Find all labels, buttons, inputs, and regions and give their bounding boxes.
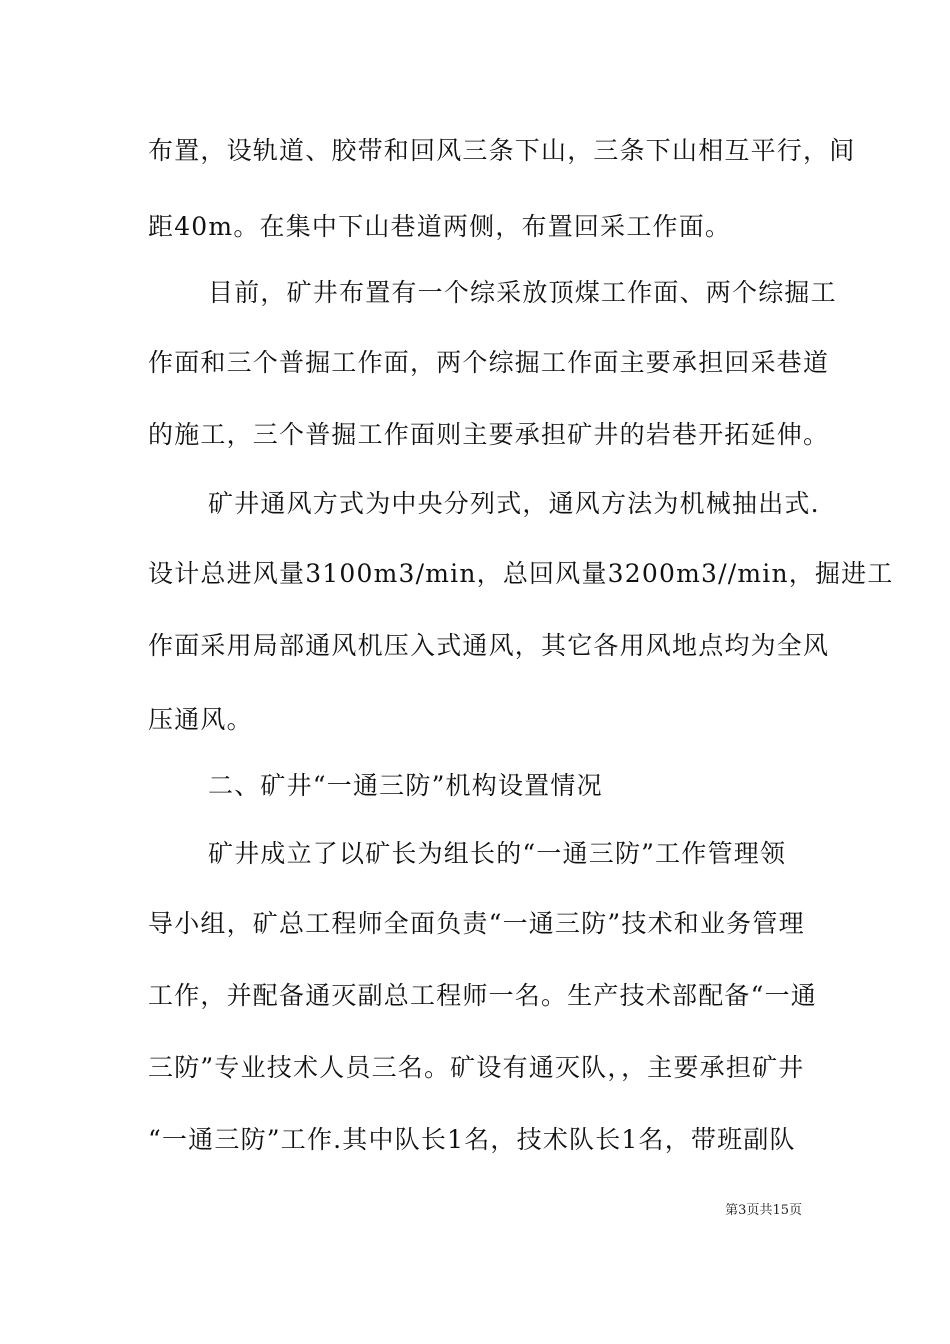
text-line: 距40m。在集中下山巷道两侧，布置回采工作面。 [148,212,732,241]
text-line: 作面采用局部通风机压入式通风，其它各用风地点均为全风 [148,631,830,660]
text-line: 的施工，三个普掘工作面则主要承担矿井的岩巷开拓延伸。 [148,420,830,449]
paragraph-start: 矿井成立了以矿长为组长的“一通三防”工作管理领 [208,839,787,868]
paragraph-start: 目前，矿井布置有一个综采放顶煤工作面、两个综掘工 [208,278,837,307]
text-line: 导小组，矿总工程师全面负责“一通三防”技术和业务管理 [148,909,805,938]
paragraph-start: 矿井通风方式为中央分列式，通风方法为机械抽出式. [208,489,820,518]
text-line: “一通三防”工作.其中队长1名，技术队长1名，带班副队 [148,1125,796,1154]
section-heading: 二、矿井“一通三防”机构设置情况 [208,771,603,800]
text-line: 设计总进风量3100m3/min，总回风量3200m3//min，掘进工 [148,559,894,588]
text-line: 三防”专业技术人员三名。矿设有通灭队，，主要承担矿井 [148,1053,805,1082]
text-line: 压通风。 [148,705,253,734]
text-line: 布置，设轨道、胶带和回风三条下山，三条下山相互平行，间 [148,136,856,165]
text-line: 工作，并配备通灭副总工程师一名。生产技术部配备“一通 [148,981,817,1010]
page-number-footer: 第3页共15页 [725,1203,802,1218]
text-line: 作面和三个普掘工作面，两个综掘工作面主要承担回采巷道 [148,348,830,377]
